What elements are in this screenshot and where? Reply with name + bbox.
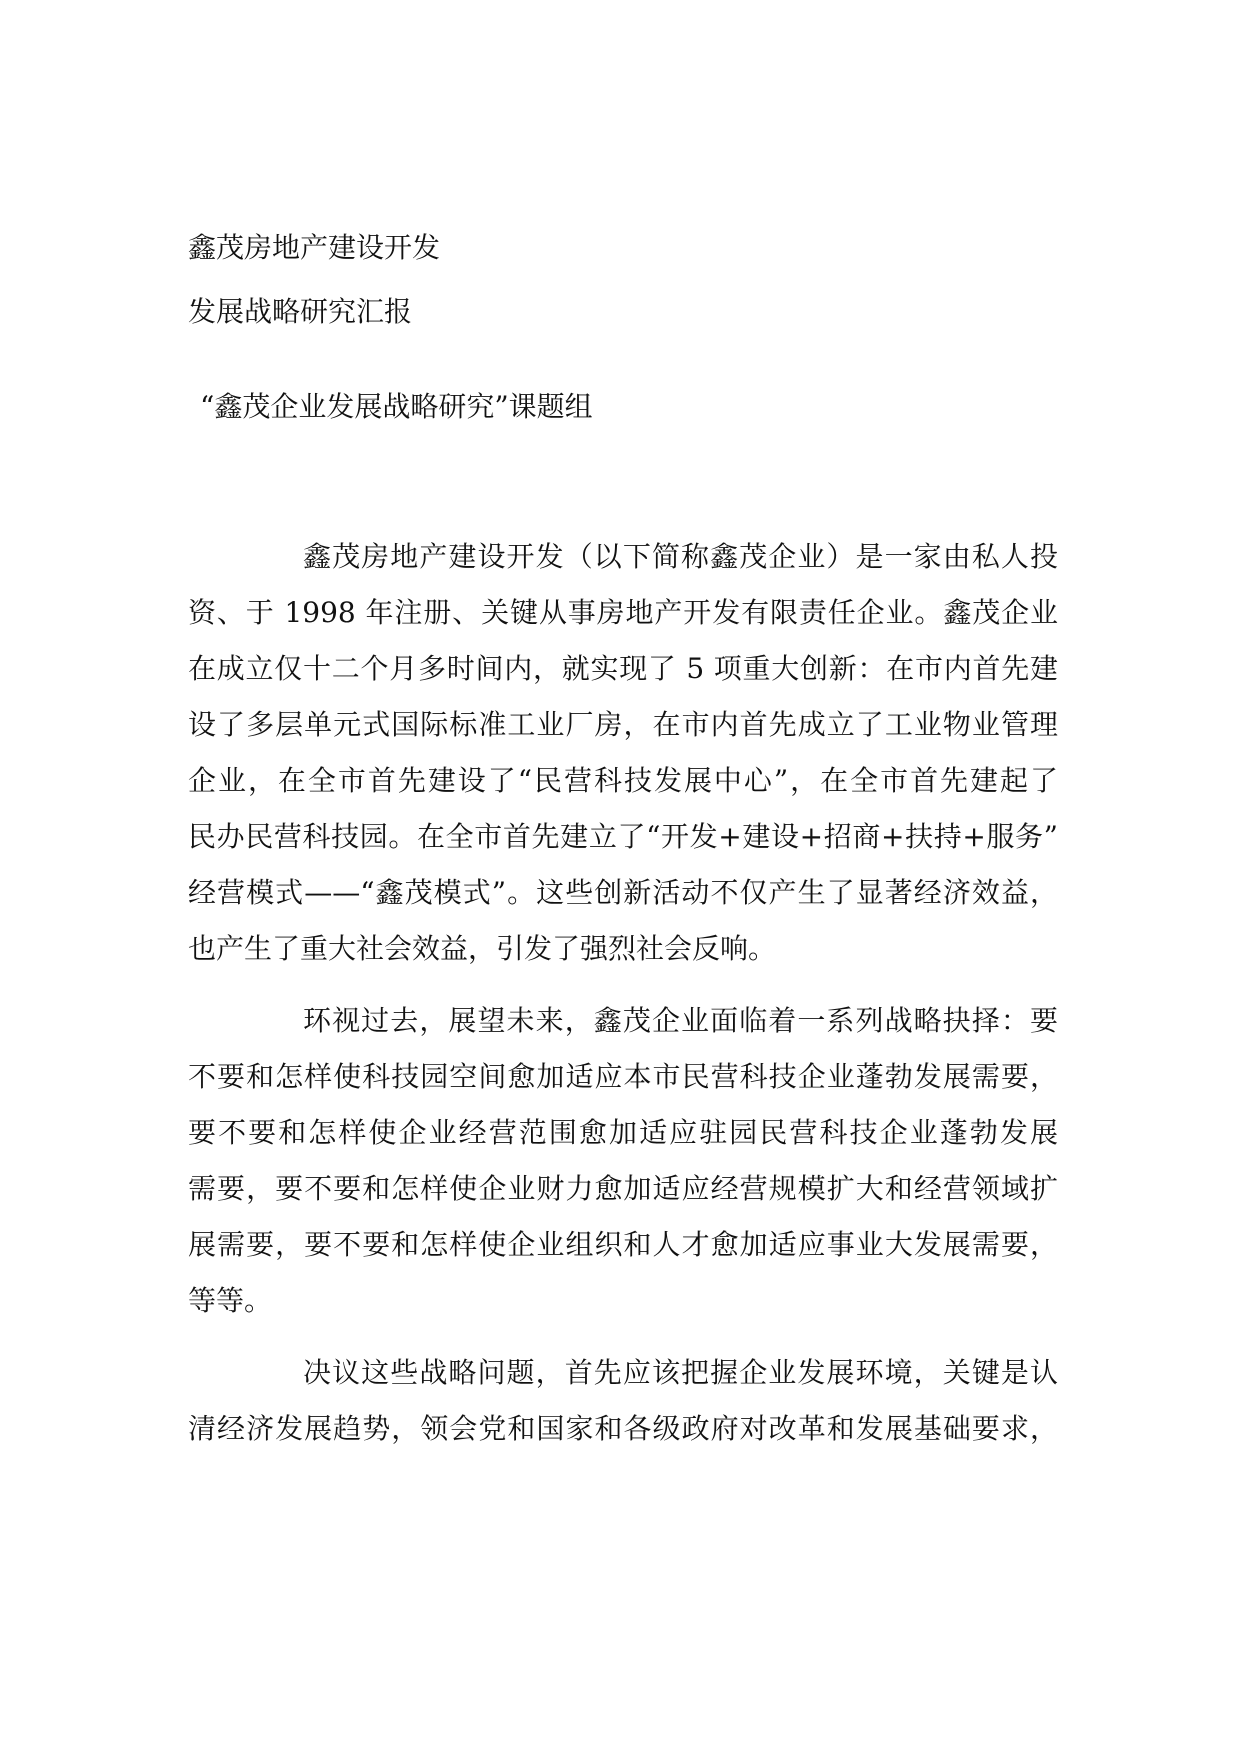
document-title-line-2: 发展战略研究汇报 [188,295,413,328]
paragraph-1-line: 资、于 1998 年注册、关键从事房地产开发有限责任企业。鑫茂企业 [188,596,1058,629]
paragraph-1-line: 在成立仅十二个月多时间内，就实现了 5 项重大创新：在市内首先建 [188,652,1058,685]
paragraph-3-line: 决议这些战略问题，首先应该把握企业发展环境，关键是认 [303,1356,1058,1389]
paragraph-2-line: 要不要和怎样使企业经营范围愈加适应驻园民营科技企业蓬勃发展 [188,1116,1058,1149]
paragraph-2-line: 等等。 [188,1284,273,1317]
paragraph-1-line: 企业，在全市首先建设了“民营科技发展中心”，在全市首先建起了 [188,764,1058,797]
paragraph-2-line: 环视过去，展望未来，鑫茂企业面临着一系列战略抉择：要 [303,1004,1058,1037]
paragraph-1-line: 民办民营科技园。在全市首先建立了“开发+建设+招商+扶持+服务” [188,820,1058,853]
paragraph-2-line: 展需要，要不要和怎样使企业组织和人才愈加适应事业大发展需要， [188,1228,1058,1261]
paragraph-2-line: 需要，要不要和怎样使企业财力愈加适应经营规模扩大和经营领域扩 [188,1172,1058,1205]
paragraph-1-line: 鑫茂房地产建设开发（以下简称鑫茂企业）是一家由私人投 [303,540,1058,573]
document-title-line-1: 鑫茂房地产建设开发 [188,231,441,264]
document-subtitle: “鑫茂企业发展战略研究”课题组 [200,390,593,423]
paragraph-2-line: 不要和怎样使科技园空间愈加适应本市民营科技企业蓬勃发展需要， [188,1060,1058,1093]
paragraph-1-line: 经营模式——“鑫茂模式”。这些创新活动不仅产生了显著经济效益， [188,876,1058,909]
paragraph-3-line: 清经济发展趋势，领会党和国家和各级政府对改革和发展基础要求， [188,1412,1058,1445]
paragraph-1-line: 设了多层单元式国际标准工业厂房，在市内首先成立了工业物业管理 [188,708,1058,741]
paragraph-1-line: 也产生了重大社会效益，引发了强烈社会反响。 [188,932,777,965]
